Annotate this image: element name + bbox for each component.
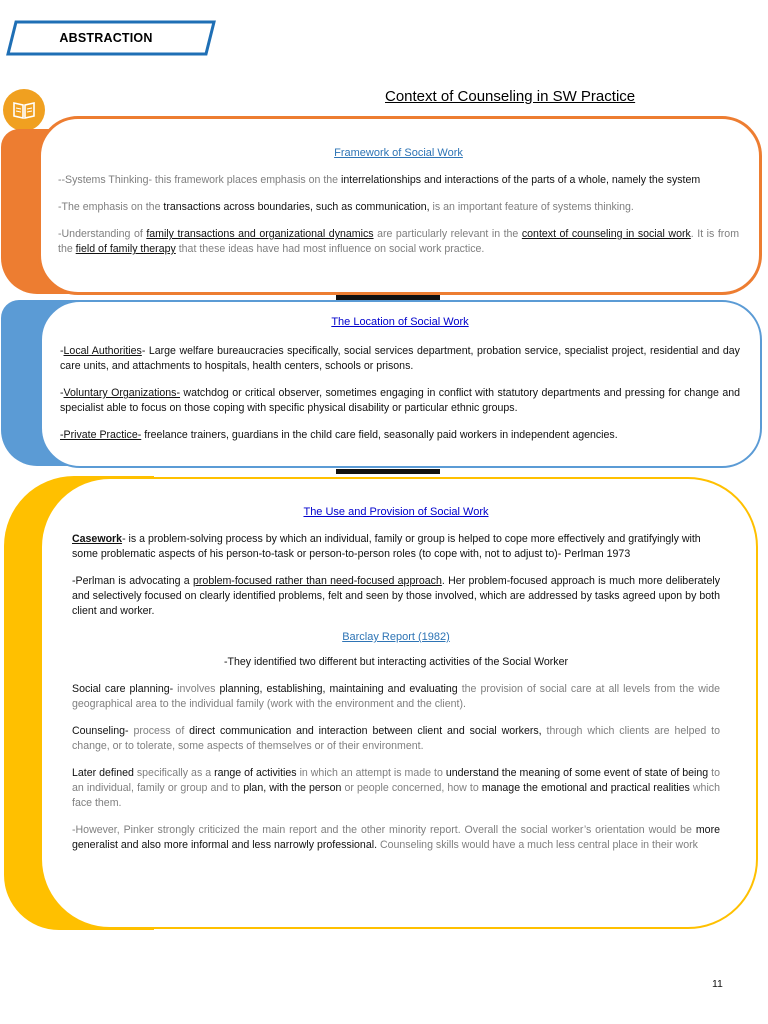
emphasis-text: interrelationships and interactions of the parts of a whole, namely the system	[341, 174, 701, 186]
text: - is a problem-solving process by which an individual, family or group is helped to cope more effectively and gratifyingly with some problematic aspects of his person-to-task or person-to-person roles (to cope with, not to adjust to)- Perlman 1973	[72, 533, 701, 560]
text: -However, Pinker strongly criticized the main report and the other minority report. Overall the social worker’s orientation would be	[72, 824, 696, 836]
private-practice-paragraph	[60, 428, 740, 443]
text: - Large welfare bureaucracies specifically, social services department, probation service, specialist project, residential and day care units, and attachments to hospitals, health centers, schools or prisons.	[60, 345, 740, 372]
emphasis-text: understand the meaning of some event of state of being	[445, 767, 709, 779]
text: in which an attempt is made to	[296, 767, 446, 779]
underlined-term: context of counseling in social work	[521, 228, 691, 240]
term: Casework	[72, 533, 123, 545]
book-icon	[3, 89, 45, 131]
text: are particularly relevant in the	[373, 228, 522, 240]
text: . It is from the	[58, 228, 740, 255]
local-authorities-paragraph	[60, 344, 740, 374]
text: or people concerned, how to	[341, 782, 482, 794]
text: process of	[128, 725, 190, 737]
text: freelance trainers, guardians in the child care field, seasonally paid workers in independent agencies.	[141, 429, 618, 441]
text: is an important feature of systems thinking.	[429, 201, 634, 213]
text: the provision of social care at all levels from the wide geographical area to the individual family (work with the environment and the client).	[72, 683, 720, 710]
text: -	[60, 387, 64, 399]
connector-bar	[336, 469, 440, 474]
emphasis-text: Later defined	[72, 767, 134, 779]
framework-heading: Framework of Social Work	[334, 147, 463, 159]
emphasis-text: transactions across boundaries, such as communication,	[163, 201, 430, 213]
casework-paragraph	[72, 532, 720, 562]
text: watchdog or critical observer, sometimes engaging in conflict with statutory departments and pressing for change and specialist able to focus on those coping with specific physical disability or particular ethnic groups.	[60, 387, 740, 414]
emphasis-text: more generalist and also more informal and less narrowly professional.	[72, 824, 720, 851]
underlined-term: family transactions and organizational dynamics	[146, 228, 374, 240]
emphasis-text: plan, with the person	[243, 782, 342, 794]
emphasis-text: planning, establishing, maintaining and evaluating	[219, 683, 458, 695]
page-number: 11	[712, 978, 723, 990]
text: involves	[173, 683, 220, 695]
underlined-term: field of family therapy	[75, 243, 176, 255]
text: specifically as a	[133, 767, 215, 779]
text: -Perlman is advocating a	[72, 575, 194, 587]
section-tab-label: ABSTRACTION	[59, 31, 153, 45]
framework-card	[38, 116, 762, 295]
perlman-paragraph	[72, 574, 720, 619]
barclay-intro: -They identified two different but interacting activities of the Social Worker	[223, 656, 569, 668]
text: that these ideas have had most influence on social work practice.	[175, 243, 485, 255]
page-title: Context of Counseling in SW Practice	[385, 88, 636, 105]
emphasis-text: manage the emotional and practical realities	[481, 782, 690, 794]
emphasis-text: direct communication and interaction between client and social workers,	[189, 725, 542, 737]
use-card	[40, 477, 758, 929]
text: -Understanding of	[58, 228, 147, 240]
text: --Systems Thinking- this framework places emphasis on the	[58, 174, 341, 186]
barclay-heading: Barclay Report (1982)	[342, 631, 450, 643]
social-care-planning-paragraph	[72, 682, 720, 712]
voluntary-organizations-paragraph	[60, 386, 740, 416]
transactions-paragraph	[58, 200, 739, 215]
term: -Private Practice-	[60, 429, 142, 441]
text: to an individual, family or group and to	[72, 767, 720, 794]
emphasis-text: range of activities	[214, 767, 297, 779]
underlined-term: problem-focused rather than need-focused approach	[193, 575, 442, 587]
term: Local Authorities	[63, 345, 142, 357]
use-heading: The Use and Provision of Social Work	[303, 506, 489, 518]
text: -The emphasis on the	[58, 201, 164, 213]
term: Social care planning-	[72, 683, 174, 695]
later-defined-paragraph	[72, 766, 720, 811]
location-heading: The Location of Social Work	[331, 316, 469, 328]
text: which face them.	[72, 782, 720, 809]
pinker-paragraph	[72, 823, 720, 853]
text: . Her problem-focused approach is much more deliberately and selectively focused on clearly identified problems, felt and seen by those involved, which are addressed by tasks agreed upon by both client and worker.	[72, 575, 720, 617]
text: -	[60, 345, 64, 357]
family-dynamics-paragraph	[58, 227, 739, 257]
counseling-paragraph	[72, 724, 720, 754]
term: Voluntary Organizations-	[63, 387, 181, 399]
systems-thinking-paragraph	[58, 173, 739, 188]
location-card	[40, 300, 762, 468]
text: through which clients are helped to change, or to tolerate, some aspects of themselves or of their environment.	[72, 725, 720, 752]
section-tab	[6, 20, 206, 54]
term: Counseling-	[72, 725, 129, 737]
text: Counseling skills would have a much less central place in their work	[377, 839, 698, 851]
